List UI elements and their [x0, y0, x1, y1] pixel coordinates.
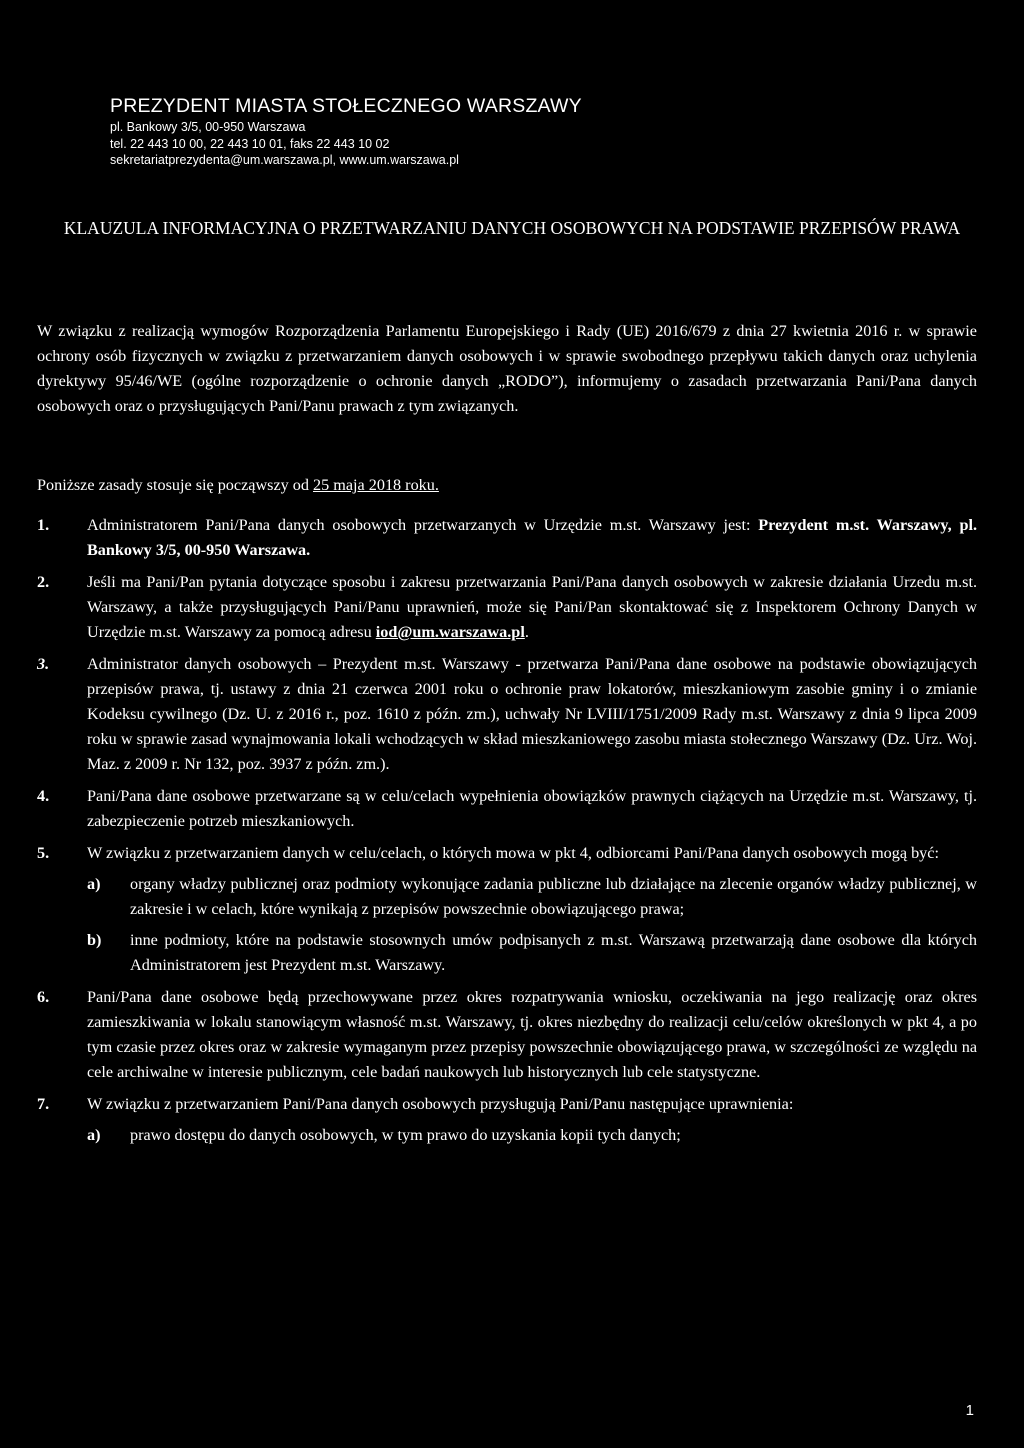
clause-text-end: . — [524, 623, 529, 641]
clause-number: 3. — [37, 655, 50, 673]
clause-item-1 — [37, 513, 977, 563]
clause-text: Pani/Pana dane osobowe przetwarzane są w celu/celach wypełnienia obowiązków prawnych ciążących na Urzędzie m.st. Warszawy, tj. zabezpieczenie potrzeb mieszkaniowych. — [87, 787, 977, 830]
clause-item-4 — [37, 784, 977, 834]
clause-text: Administrator danych osobowych – Prezydent m.st. Warszawy - przetwarza Pani/Pana dane osobowe na podstawie obowiązujących przepisów prawa, tj. ustawy z dnia 21 czerwca 2001 roku o ochronie praw lokatorów, mieszkaniowym zasobie gminy i o zmianie Kodeksu cywilnego (Dz. U. z 2016 r., poz. 1610 z późn. zm.), uchwały Nr LVIII/1751/2009 Rady m.st. Warszawy z dnia 9 lipca 2009 roku w sprawie zasad wynajmowania lokali wchodzących w skład mieszkaniowego zasobu miasta stołecznego Warszawy (Dz. Urz. Woj. Maz. z 2009 r. Nr 132, poz. 3937 z późn. zm.). — [87, 655, 977, 773]
letterhead-emails: sekretariatprezydenta@um.warszawa.pl, www.um.warszawa.pl — [110, 153, 459, 167]
letterhead-name: PREZYDENT MIASTA STOŁECZNEGO WARSZAWY — [110, 95, 582, 117]
clause-number: 4. — [37, 787, 50, 805]
sub-item-a — [87, 1123, 977, 1148]
clause-text-body: Jeśli ma Pani/Pan pytania dotyczące sposobu i zakresu przetwarzania Pani/Pana danych osobowych w zakresie działania Urzedu m.st. Warszawy, a także przysługujących Pani/Panu uprawnień, może się Pani/Pan skontaktować się z Inspektorem Ochrony Danych w Urzędzie m.st. Warszawy za pomocą adresu — [87, 573, 977, 641]
clause-number: 5. — [37, 844, 50, 862]
clause-number: 1. — [37, 516, 50, 534]
clause-item-2 — [37, 570, 977, 645]
sub-item-text: organy władzy publicznej oraz podmioty wykonujące zadania publiczne lub działające na zlecenie organów władzy publicznej, w zakresie i w celach, które wynikają z przepisów powszechnie obowiązującego prawa; — [130, 875, 977, 918]
sub-item-mark: a) — [87, 875, 101, 893]
effective-date-text: Poniższe zasady stosuje się począwszy od — [37, 476, 314, 494]
sub-item-mark: b) — [87, 931, 102, 949]
document-title: KLAUZULA INFORMACYJNA O PRZETWARZANIU DANYCH OSOBOWYCH NA PODSTAWIE PRZEPISÓW PRAWA — [63, 218, 961, 238]
page-number: 1 — [965, 1402, 974, 1419]
clause-number: 2. — [37, 573, 50, 591]
clause-item-5 — [37, 841, 977, 978]
letterhead-phones: tel. 22 443 10 00, 22 443 10 01, faks 22 443 10 02 — [110, 136, 390, 151]
clause-text-body: Administratorem Pani/Pana danych osobowych przetwarzanych w Urzędzie m.st. Warszawy jest: — [87, 516, 759, 534]
clause-text — [87, 570, 977, 645]
clause-text: W związku z przetwarzaniem danych w celu/celach, o których mowa w pkt 4, odbiorcami Pani/Pana danych osobowych mogą być: — [87, 844, 939, 862]
effective-date: 25 maja 2018 roku. — [313, 476, 439, 494]
clause-number: 7. — [37, 1095, 50, 1113]
administrator-name: Prezydent m.st. Warszawy, pl. Bankowy 3/5, 00-950 Warszawa. — [87, 516, 977, 559]
sub-item-mark: a) — [87, 1126, 101, 1144]
intro-paragraph: W związku z realizacją wymogów Rozporządzenia Parlamentu Europejskiego i Rady (UE) 2016/679 z dnia 27 kwietnia 2016 r. w sprawie ochrony osób fizycznych w związku z przetwarzaniem danych osobowych i w sprawie swobodnego przepływu takich danych oraz uchylenia dyrektywy 95/46/WE (ogólne rozporządzenie o ochronie danych „RODO”), informujemy o zasadach przetwarzania Pani/Pana danych osobowych oraz o przysługujących Pani/Panu prawach z tym związanych. — [37, 322, 977, 415]
sub-item-b — [87, 928, 977, 978]
letterhead-address: pl. Bankowy 3/5, 00-950 Warszawa — [110, 120, 306, 134]
clause-number: 6. — [37, 988, 50, 1006]
clause-text: Pani/Pana dane osobowe będą przechowywane przez okres rozpatrywania wniosku, oczekiwania na jego realizację oraz okres zamieszkiwania w lokalu stanowiącym własność m.st. Warszawy, tj. okres niezbędny do realizacji celu/celów określonych w pkt 4, a po tym czasie przez okres oraz w zakresie wymaganym przez przepisy powszechnie obowiązującego prawa, w szczególności ze względu na cele archiwalne w interesie publicznym, cele badań naukowych lub historycznych lub cele statystyczne. — [87, 988, 977, 1081]
letterhead — [110, 93, 582, 169]
iod-email-link[interactable]: iod@um.warszawa.pl — [375, 623, 525, 641]
sub-item-text: prawo dostępu do danych osobowych, w tym prawo do uzyskania kopii tych danych; — [130, 1126, 681, 1144]
clause-item-7 — [37, 1092, 977, 1148]
clause-item-3 — [37, 652, 977, 777]
effective-date-paragraph — [37, 473, 977, 498]
clause-list — [37, 513, 977, 1155]
sub-item-a — [87, 872, 977, 922]
sub-item-text: inne podmioty, które na podstawie stosownych umów podpisanych z m.st. Warszawą przetwarzają dane osobowe dla których Administratorem jest Prezydent m.st. Warszawy. — [130, 931, 977, 974]
clause-text: W związku z przetwarzaniem Pani/Pana danych osobowych przysługują Pani/Panu następujące uprawnienia: — [87, 1095, 794, 1113]
clause-item-6 — [37, 985, 977, 1085]
clause-text — [87, 513, 977, 563]
